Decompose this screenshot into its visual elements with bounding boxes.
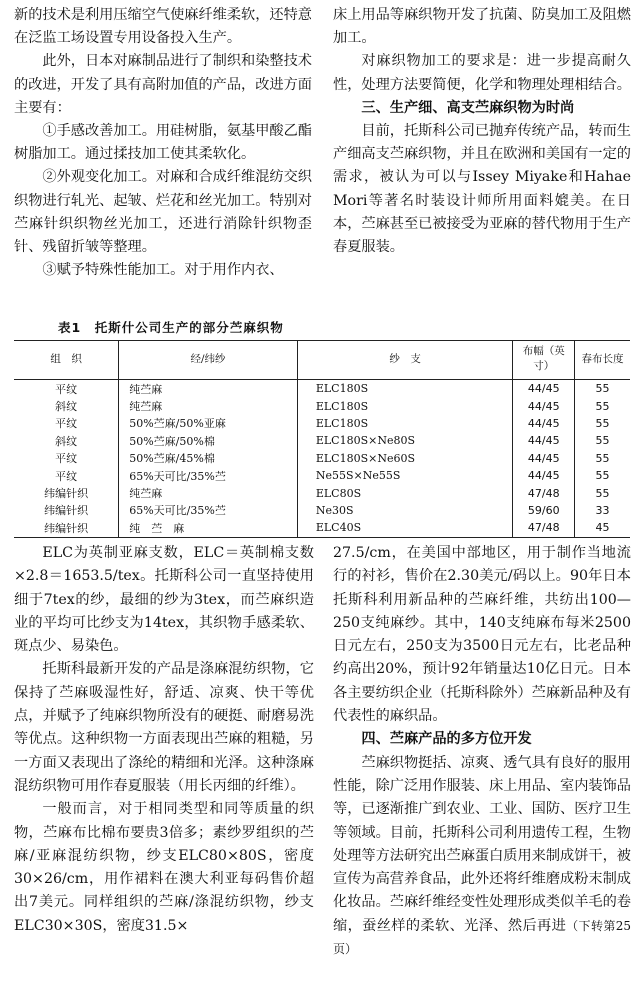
table-cell: 55 xyxy=(575,380,630,398)
table-cell: 纯 苎 麻 xyxy=(119,519,298,537)
table-cell: 50%苎麻/50%棉 xyxy=(119,432,298,449)
table-row xyxy=(14,450,630,467)
paragraph: 目前，托斯科公司已抛弃传统产品，转而生产细高支苎麻织物，并且在欧洲和美国有一定的需求，被认为可以与Issey Miyake和Hahae Mori等著名时装设计师所用面料媲美。在日本，苎麻甚至已被接受为亚麻的替代物用于生产春夏服装。 xyxy=(333,123,631,256)
table-cell: 55 xyxy=(575,484,630,501)
paragraph: 床上用品等麻织物开发了抗菌、防臭加工及阻燃加工。 xyxy=(333,7,631,47)
paragraph: ELC为英制亚麻支数，ELC＝英制棉支数×2.8＝1653.5/tex。托斯科公司一直坚持使用细于7tex的纱，最细的纱为3tex，而苎麻织造业的平均可比纱支为14tex，其织物手感柔软、斑点少、易染色。 xyxy=(14,545,314,655)
table-row xyxy=(14,484,630,501)
section-heading: 三、生产细、高支苎麻织物为时尚 xyxy=(361,99,575,116)
paragraph: 托斯科最新开发的产品是涤麻混纺织物，它保持了苎麻吸湿性好，舒适、凉爽、快干等优点，并赋予了纯麻织物所没有的硬挺、耐磨易洗等优点。这种织物一方面表现出苎麻的粗糙，另一方面又表现出了涤纶的精细和光泽。这种涤麻混纺织物可用作春夏服装（用长丙细的纤维）。 xyxy=(14,661,314,794)
table-cell: 47/48 xyxy=(513,519,575,537)
table-cell: ELC180S xyxy=(297,397,513,414)
paragraph xyxy=(333,752,631,962)
table-cell: 平纹 xyxy=(55,469,78,483)
table-cell: 纯苎麻 xyxy=(119,397,298,414)
table-cell: 65%天可比/35%苎 xyxy=(119,502,298,519)
table-row xyxy=(14,380,630,398)
section-heading: 四、苎麻产品的多方位开发 xyxy=(361,731,532,748)
text-column-bottom-right xyxy=(333,542,631,961)
paragraph-text: 苎麻织物挺括、凉爽、透气具有良好的服用性能，除广泛用作服装、床上用品、室内装饰品等，已逐渐推广到农业、工业、国防、医疗卫生等领域。目前，托斯科公司利用遗传工程，生物处理等方法研究出苎麻蛋白质用来制成饼干，被宣传为高营养食品，此外还将纤维磨成粉末制成化妆品。苎麻纤维经变性处理形成类似羊毛的卷缩，蚕丝样的柔软、光泽、然后再进 xyxy=(333,754,631,934)
column-header: 经/纬纱 xyxy=(119,341,298,380)
table-cell: 平纹 xyxy=(55,452,78,466)
table-row xyxy=(14,415,630,432)
column-header: 纱 支 xyxy=(297,341,513,380)
table-cell: 斜纹 xyxy=(55,434,78,448)
column-header: 春布长度 xyxy=(575,341,630,380)
column-header: 组 织 xyxy=(14,341,119,380)
table-cell: 44/45 xyxy=(513,415,575,432)
fabric-table xyxy=(14,340,630,538)
text-column-bottom-left xyxy=(14,542,314,938)
table-title: 表1 托斯什公司生产的部分苎麻织物 xyxy=(58,320,284,335)
table-cell: 65%天可比/35%苎 xyxy=(119,467,298,484)
table-cell: 纬编针织 xyxy=(44,504,89,518)
table-cell: 纯苎麻 xyxy=(119,380,298,398)
table-cell: 55 xyxy=(575,450,630,467)
table-row xyxy=(14,467,630,484)
table-cell: ELC180S×Ne80S xyxy=(297,432,513,449)
paragraph: 27.5/cm，在美国中部地区，用于制作当地流行的衬衫，售价在2.30美元/码以上。90年日本托斯科利用新品种的苎麻纤维，共纺出100—250支纯麻纱。其中，140支纯麻布每米2500日元左右，250支为3500日元左右，比老品种约高出20%，预计92年销量达10亿日元。日本各主要纺织企业（托斯科除外）苎麻新品种及有代表性的麻织品。 xyxy=(333,545,631,725)
table-row xyxy=(14,519,630,537)
table-cell: 47/48 xyxy=(513,484,575,501)
paragraph: ①手感改善加工。用硅树脂，氨基甲酸乙酯树脂加工。通过揉技加工使其柔软化。 xyxy=(14,123,312,163)
table-row xyxy=(14,502,630,519)
table-cell: 50%苎麻/50%亚麻 xyxy=(119,415,298,432)
table-cell: ELC180S xyxy=(297,380,513,398)
table-cell: ELC180S xyxy=(297,415,513,432)
table-cell: ELC80S xyxy=(297,484,513,501)
paragraph: ②外观变化加工。对麻和合成纤维混纺交织织物进行轧光、起皱、烂花和丝光加工。特别对苎麻针织织物丝光加工，还进行消除针织物歪针、残留折皱等整理。 xyxy=(14,169,312,256)
table-cell: 斜纹 xyxy=(55,400,78,414)
table-cell: 55 xyxy=(575,467,630,484)
table-cell: 平纹 xyxy=(55,382,78,396)
table-cell: 44/45 xyxy=(513,432,575,449)
table-row xyxy=(14,432,630,449)
table-cell: 33 xyxy=(575,502,630,519)
table-cell: 55 xyxy=(575,397,630,414)
paragraph: 此外，日本对麻制品进行了制织和染整技术的改进，开发了具有高附加值的产品，改进方面主要有： xyxy=(14,53,312,116)
table-cell: 44/45 xyxy=(513,397,575,414)
table-cell: 45 xyxy=(575,519,630,537)
table-cell: Ne55S×Ne55S xyxy=(297,467,513,484)
table-cell: 44/45 xyxy=(513,450,575,467)
paragraph: 一般而言，对于相同类型和同等质量的织物，苎麻布比棉布要贵3倍多；素纱罗组织的苎麻/亚麻混纺织物，纱支ELC80×80S，密度30×26/cm，用作裙料在澳大利亚每码售价超出7美元。同样组织的苎麻/涤混纺织物，纱支ELC30×30S，密度31.5× xyxy=(14,801,314,934)
paragraph: 对麻织物加工的要求是：进一步提高耐久性，处理方法要简便，化学和物理处理相结合。 xyxy=(333,53,631,93)
table-header-row xyxy=(14,341,630,380)
table-cell: 44/45 xyxy=(513,380,575,398)
table-cell: 59/60 xyxy=(513,502,575,519)
column-header: 布幅（英寸） xyxy=(513,341,575,380)
table-cell: ELC40S xyxy=(297,519,513,537)
table-cell: 50%苎麻/45%棉 xyxy=(119,450,298,467)
table-cell: 55 xyxy=(575,415,630,432)
table-cell: 纬编针织 xyxy=(14,519,119,537)
text-column-top-right xyxy=(333,4,631,259)
table-cell: 纯苎麻 xyxy=(119,484,298,501)
table-cell: 55 xyxy=(575,432,630,449)
table-cell: 纬编针织 xyxy=(44,487,89,501)
table-cell: 平纹 xyxy=(55,417,78,431)
continued-note: （下转第25页） xyxy=(333,918,631,957)
table-cell: 44/45 xyxy=(513,467,575,484)
text-column-top-left xyxy=(14,4,312,282)
paragraph: 新的技术是利用压缩空气使麻纤维柔软，还特意在泛监工场设置专用设备投入生产。 xyxy=(14,7,312,47)
table-cell: ELC180S×Ne60S xyxy=(297,450,513,467)
table-row xyxy=(14,397,630,414)
paragraph: ③赋予特殊性能加工。对于用作内衣、 xyxy=(42,262,284,279)
table-cell: Ne30S xyxy=(297,502,513,519)
